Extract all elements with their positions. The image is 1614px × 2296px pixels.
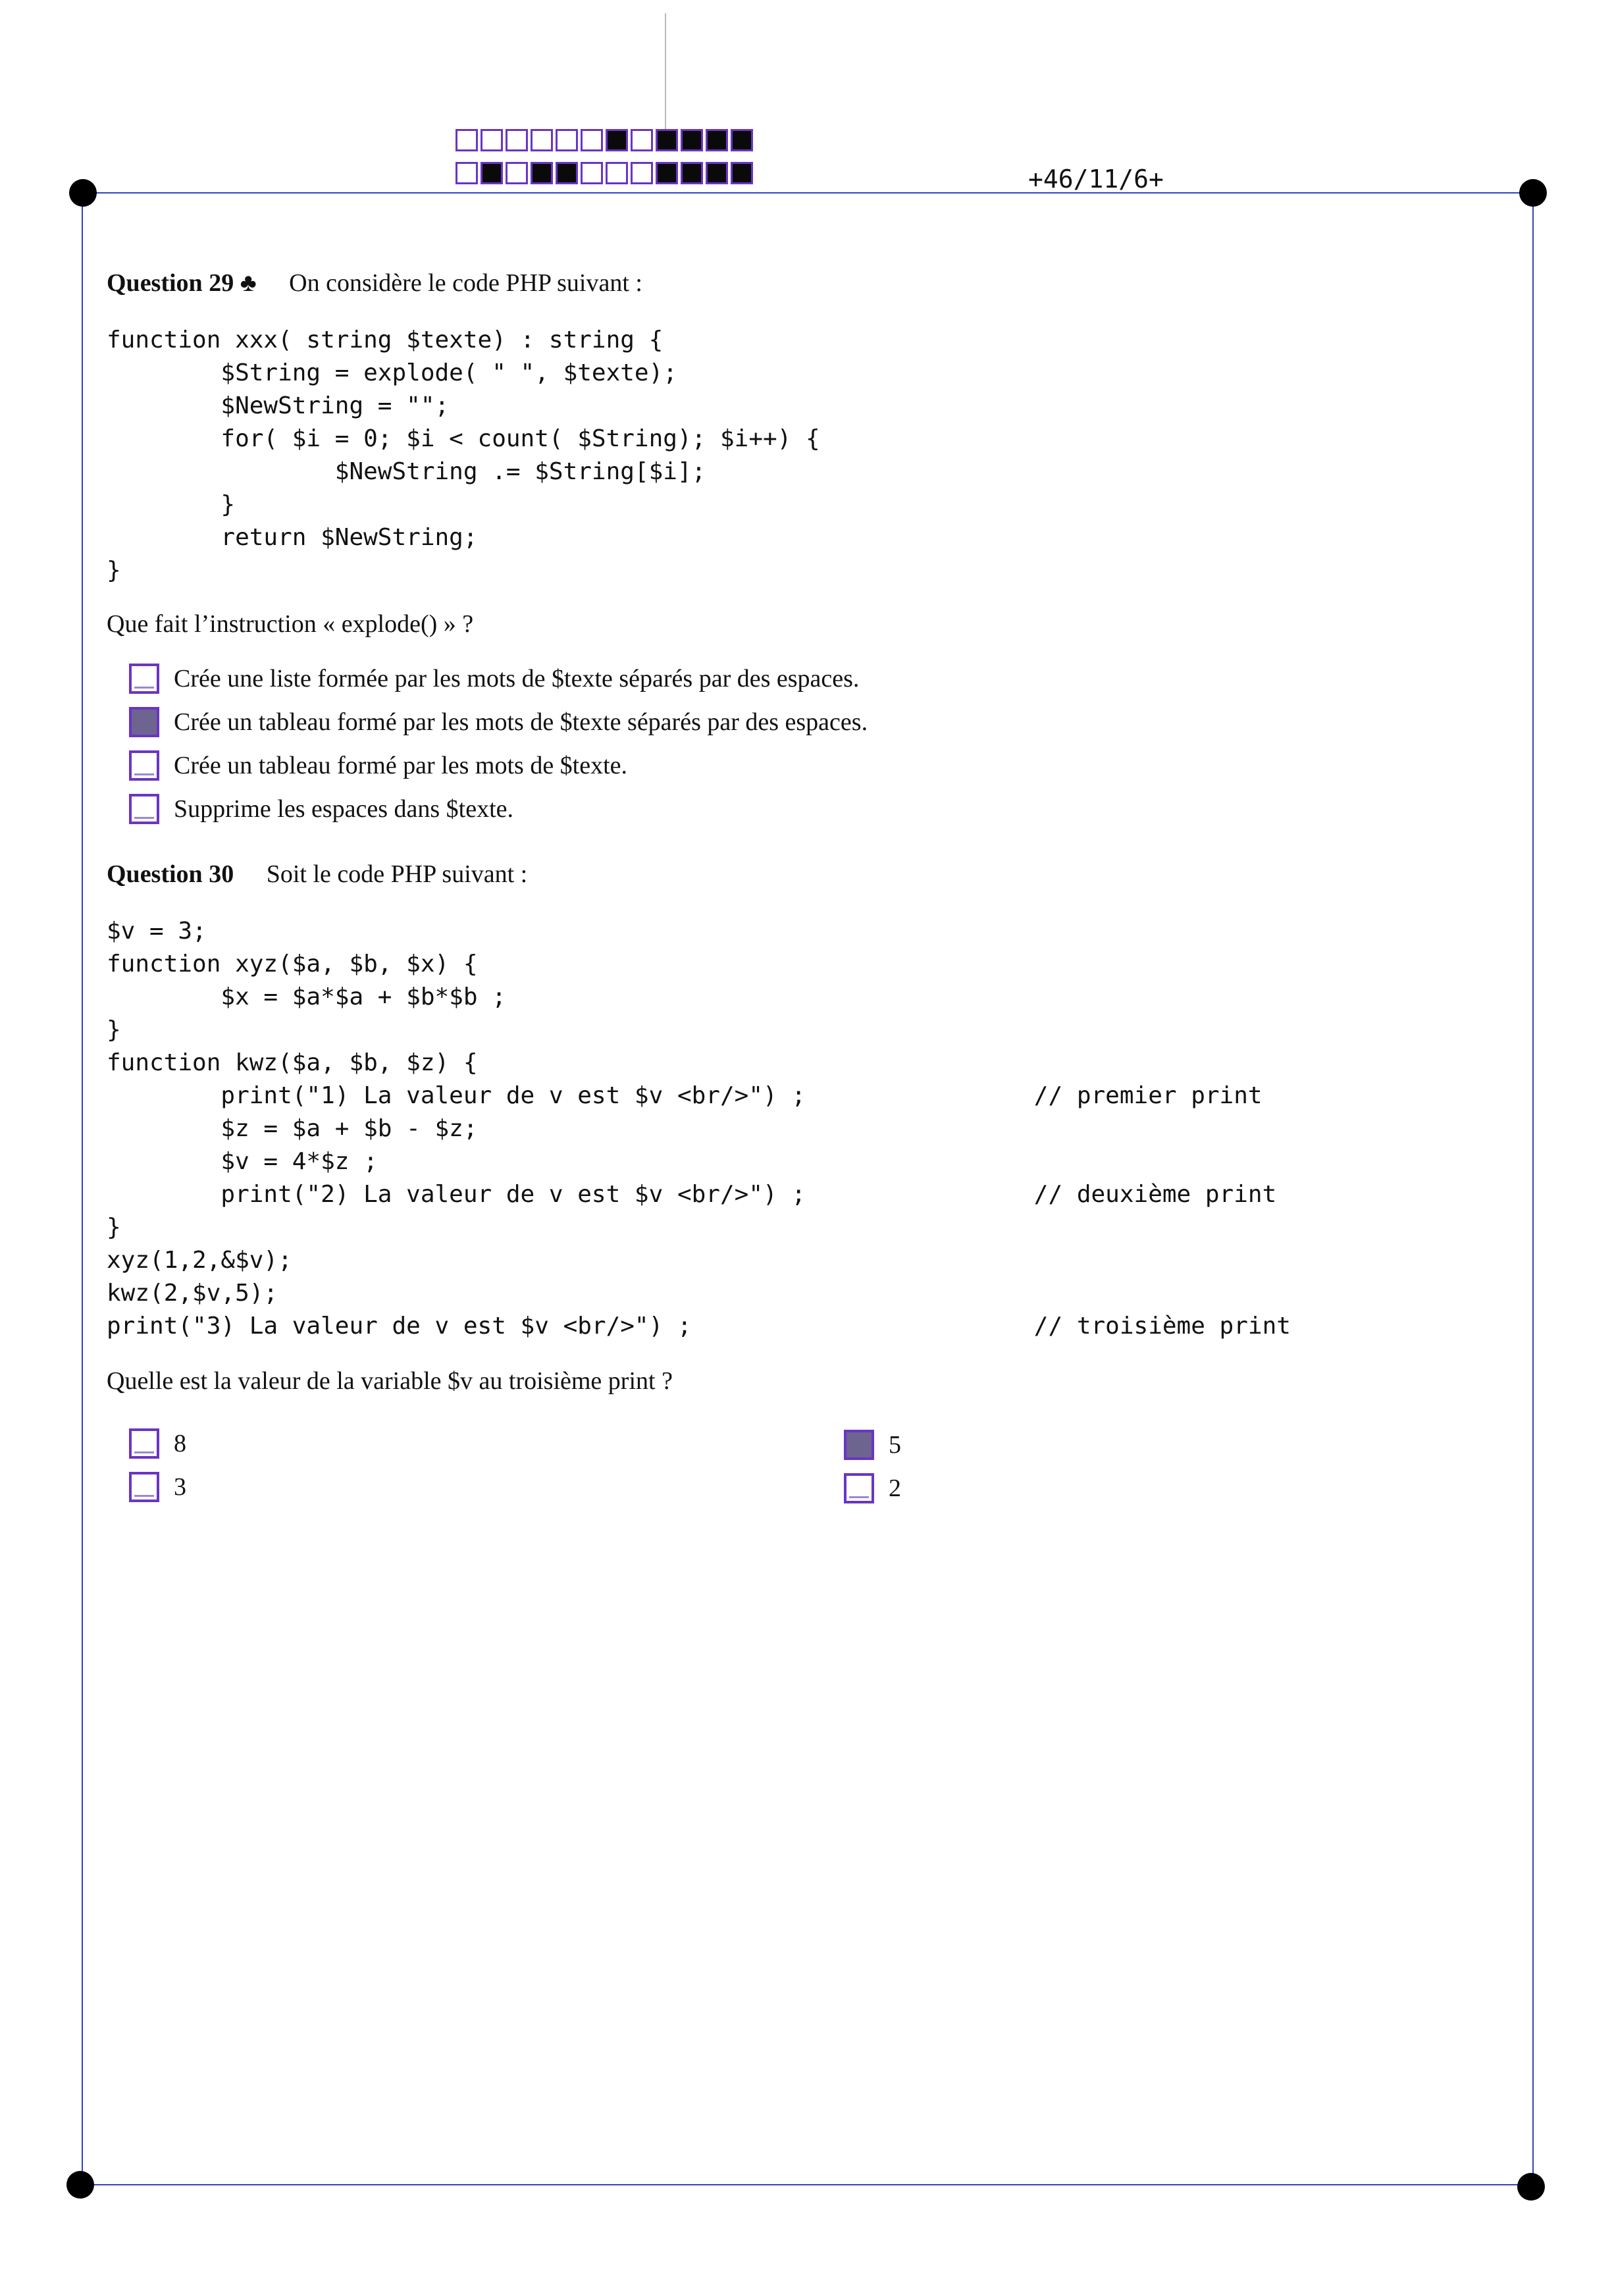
question-number: Question 29 xyxy=(107,269,234,297)
corner-marker-bottom-left xyxy=(66,2171,94,2199)
code-cell-filled xyxy=(481,162,503,184)
code-cell-filled xyxy=(731,162,753,184)
code-cell-empty xyxy=(456,129,478,151)
answer-checkbox-checked[interactable] xyxy=(129,707,159,737)
q29-code-block: function xxx( string $texte) : string { $String = explode( " ", $texte); $NewString = ""; for( $i = 0; $i < count( $String); $i++) { $NewString .= $String[$i]; } return $NewString; } xyxy=(107,326,820,584)
code-cell-filled xyxy=(606,129,628,151)
q30-answer-3[interactable] xyxy=(129,1472,186,1502)
code-cell-empty xyxy=(556,129,578,151)
question-30-header xyxy=(107,860,527,889)
code-cell-empty xyxy=(506,162,528,184)
code-cell-filled xyxy=(706,129,728,151)
code-cell-filled xyxy=(681,162,703,184)
q30-answer-4[interactable] xyxy=(844,1473,901,1503)
code-cell-filled xyxy=(531,162,553,184)
code-cell-empty xyxy=(631,129,653,151)
code-cell-empty xyxy=(631,162,653,184)
frame-right-line xyxy=(1532,192,1534,2184)
id-code-bar-row-1 xyxy=(456,129,756,151)
q29-answer-3[interactable] xyxy=(129,750,627,781)
answer-label: 8 xyxy=(174,1430,186,1457)
answer-checkbox[interactable] xyxy=(129,794,159,824)
question-text: On considère le code PHP suivant : xyxy=(289,269,642,297)
question-number: Question 30 xyxy=(107,860,234,888)
code-cell-empty xyxy=(581,129,603,151)
q29-answer-2[interactable] xyxy=(129,707,868,737)
q30-code-block: $v = 3; function xyz($a, $b, $x) { $x = $a*$a + $b*$b ; } function kwz($a, $b, $z) { print("1) La valeur de v est $v <br/>") ; // premier print $z = $a + $b - $z; $v = 4*$z ; print("2) La valeur de v est $v <br/>") ; // deuxième print } xyz(1,2,&$v); kwz(2,$v,5); print("3) La valeur de v est $v <br/>") ; // troisième print xyxy=(107,918,1291,1340)
id-code-bar-row-2 xyxy=(456,162,756,184)
answer-checkbox-checked[interactable] xyxy=(844,1430,874,1460)
corner-marker-top-right xyxy=(1519,179,1547,207)
header-center-line xyxy=(665,13,666,132)
code-cell-filled xyxy=(681,129,703,151)
code-cell-empty xyxy=(456,162,478,184)
answer-checkbox[interactable] xyxy=(129,1472,159,1502)
page-identifier: +46/11/6+ xyxy=(1028,165,1164,194)
code-cell-filled xyxy=(656,129,678,151)
code-cell-empty xyxy=(481,129,503,151)
code-cell-filled xyxy=(706,162,728,184)
question-29-header xyxy=(107,269,642,298)
corner-marker-bottom-right xyxy=(1517,2173,1545,2201)
code-cell-filled xyxy=(731,129,753,151)
code-cell-filled xyxy=(656,162,678,184)
answer-checkbox[interactable] xyxy=(844,1473,874,1503)
frame-bottom-line xyxy=(79,2184,1532,2185)
corner-marker-top-left xyxy=(69,179,97,207)
q30-prompt: Quelle est la valeur de la variable $v au troisième print ? xyxy=(107,1367,673,1395)
answer-label: Supprime les espaces dans $texte. xyxy=(174,795,514,823)
question-text: Soit le code PHP suivant : xyxy=(266,860,528,888)
code-cell-empty xyxy=(531,129,553,151)
q30-answer-1[interactable] xyxy=(129,1428,186,1459)
code-cell-empty xyxy=(606,162,628,184)
answer-checkbox[interactable] xyxy=(129,750,159,781)
answer-label: Crée un tableau formé par les mots de $texte. xyxy=(174,752,628,779)
answer-checkbox[interactable] xyxy=(129,664,159,694)
code-cell-empty xyxy=(581,162,603,184)
code-cell-filled xyxy=(556,162,578,184)
frame-left-line xyxy=(82,192,83,2184)
answer-checkbox[interactable] xyxy=(129,1428,159,1459)
q29-answer-1[interactable] xyxy=(129,664,859,694)
answer-label: Crée un tableau formé par les mots de $texte séparés par des espaces. xyxy=(174,708,868,736)
code-cell-empty xyxy=(506,129,528,151)
answer-label: Crée une liste formée par les mots de $texte séparés par des espaces. xyxy=(174,665,860,692)
frame-top-line xyxy=(82,192,1535,194)
q29-answer-4[interactable] xyxy=(129,794,513,824)
q30-answer-2[interactable] xyxy=(844,1430,901,1460)
q29-prompt: Que fait l’instruction « explode() » ? xyxy=(107,610,474,638)
answer-label: 2 xyxy=(889,1474,901,1502)
answer-label: 5 xyxy=(889,1431,901,1459)
answer-label: 3 xyxy=(174,1473,186,1501)
club-icon: ♣ xyxy=(240,269,257,297)
